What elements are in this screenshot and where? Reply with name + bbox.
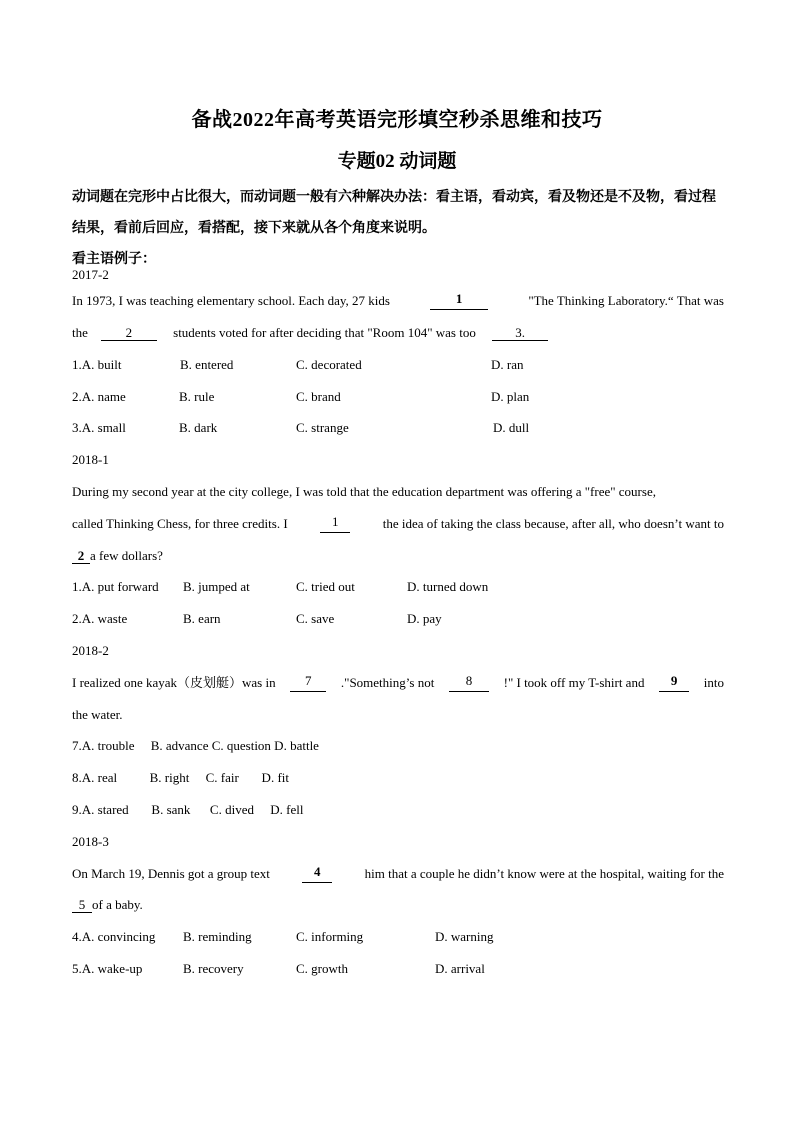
passage-line: During my second year at the city college, I was told that the education department was offering a "free" course, <box>72 484 656 499</box>
blank-5: 5 <box>72 898 92 913</box>
option: D. plan <box>491 389 530 404</box>
passage-line: I realized one kayak（皮划艇）was in 7 ."Something’s not 8 !" I took off my T-shirt and 9 into <box>72 673 724 690</box>
passage-line: the 2 students voted for after deciding that "Room 104" was too 3. <box>72 324 548 342</box>
option: C. informing <box>296 929 364 944</box>
option: C. growth <box>296 961 348 976</box>
option: D. arrival <box>435 961 485 976</box>
blank-2: 2 <box>101 326 157 341</box>
section-label-2018-3: 2018-3 <box>72 834 109 849</box>
option: B. reminding <box>183 929 252 944</box>
option: D. dull <box>493 420 530 435</box>
passage-line: On March 19, Dennis got a group text 4 him that a couple he didn’t know were at the hospital, waiting for the <box>72 864 724 881</box>
option: D. pay <box>407 611 442 626</box>
blank-9: 9 <box>659 674 689 692</box>
intro-paragraph: 动词题在完形中占比很大，而动词题一般有六种解决办法：看主语，看动宾，看及物还是不及物，看过程结果，看前后回应，看搭配，接下来就从各个角度来说明。 看主语例子： <box>72 190 716 267</box>
option: C. tried out <box>296 579 355 594</box>
passage-line: the water. <box>72 707 123 722</box>
blank-1: 1 <box>430 292 488 310</box>
option: 2.A. waste <box>72 611 128 626</box>
section-label-2018-2: 2018-2 <box>72 643 109 658</box>
page-title: 备战2022年高考英语完形填空秒杀思维和技巧 <box>191 109 603 131</box>
option: C. save <box>296 611 335 626</box>
passage-line: In 1973, I was teaching elementary school. Each day, 27 kids 1 "The Thinking Laboratory.“ That was <box>72 291 724 308</box>
blank-7: 7 <box>290 674 326 692</box>
option-row: 7.A. trouble B. advance C. question D. battle <box>72 738 319 753</box>
option: D. warning <box>435 929 494 944</box>
option: C. strange <box>296 420 349 435</box>
option: B. earn <box>183 611 221 626</box>
option: B. dark <box>179 420 218 435</box>
option: 2.A. name <box>72 389 126 404</box>
option: B. rule <box>179 389 215 404</box>
option-row: 8.A. real B. right C. fair D. fit <box>72 770 289 785</box>
passage-line: 5 of a baby. <box>72 896 143 914</box>
passage-line: called Thinking Chess, for three credits. I 1 the idea of taking the class because, after all, who doesn’t want to <box>72 514 724 531</box>
example-heading: 看主语例子： <box>72 252 156 267</box>
blank-2: 2 <box>72 549 90 564</box>
blank-4: 4 <box>302 865 332 883</box>
option: 1.A. built <box>72 357 122 372</box>
option: 3.A. small <box>72 420 126 435</box>
section-label-2018-1: 2018-1 <box>72 452 109 467</box>
option: 1.A. put forward <box>72 579 159 594</box>
option: D. ran <box>491 357 524 372</box>
option: 5.A. wake-up <box>72 961 143 976</box>
option-row: 9.A. stared B. sank C. dived D. fell <box>72 802 304 817</box>
blank-8: 8 <box>449 674 489 692</box>
option: C. brand <box>296 389 341 404</box>
option: B. recovery <box>183 961 244 976</box>
option: B. jumped at <box>183 579 250 594</box>
option: B. entered <box>180 357 234 372</box>
passage-line: 2 a few dollars? <box>72 547 163 565</box>
option: 4.A. convincing <box>72 929 156 944</box>
section-label-2017-2: 2017-2 <box>72 267 109 282</box>
page-subtitle: 专题02 动词题 <box>337 151 457 172</box>
blank-3: 3. <box>492 326 548 341</box>
option: C. decorated <box>296 357 362 372</box>
blank-1: 1 <box>320 515 350 533</box>
option: D. turned down <box>407 579 489 594</box>
